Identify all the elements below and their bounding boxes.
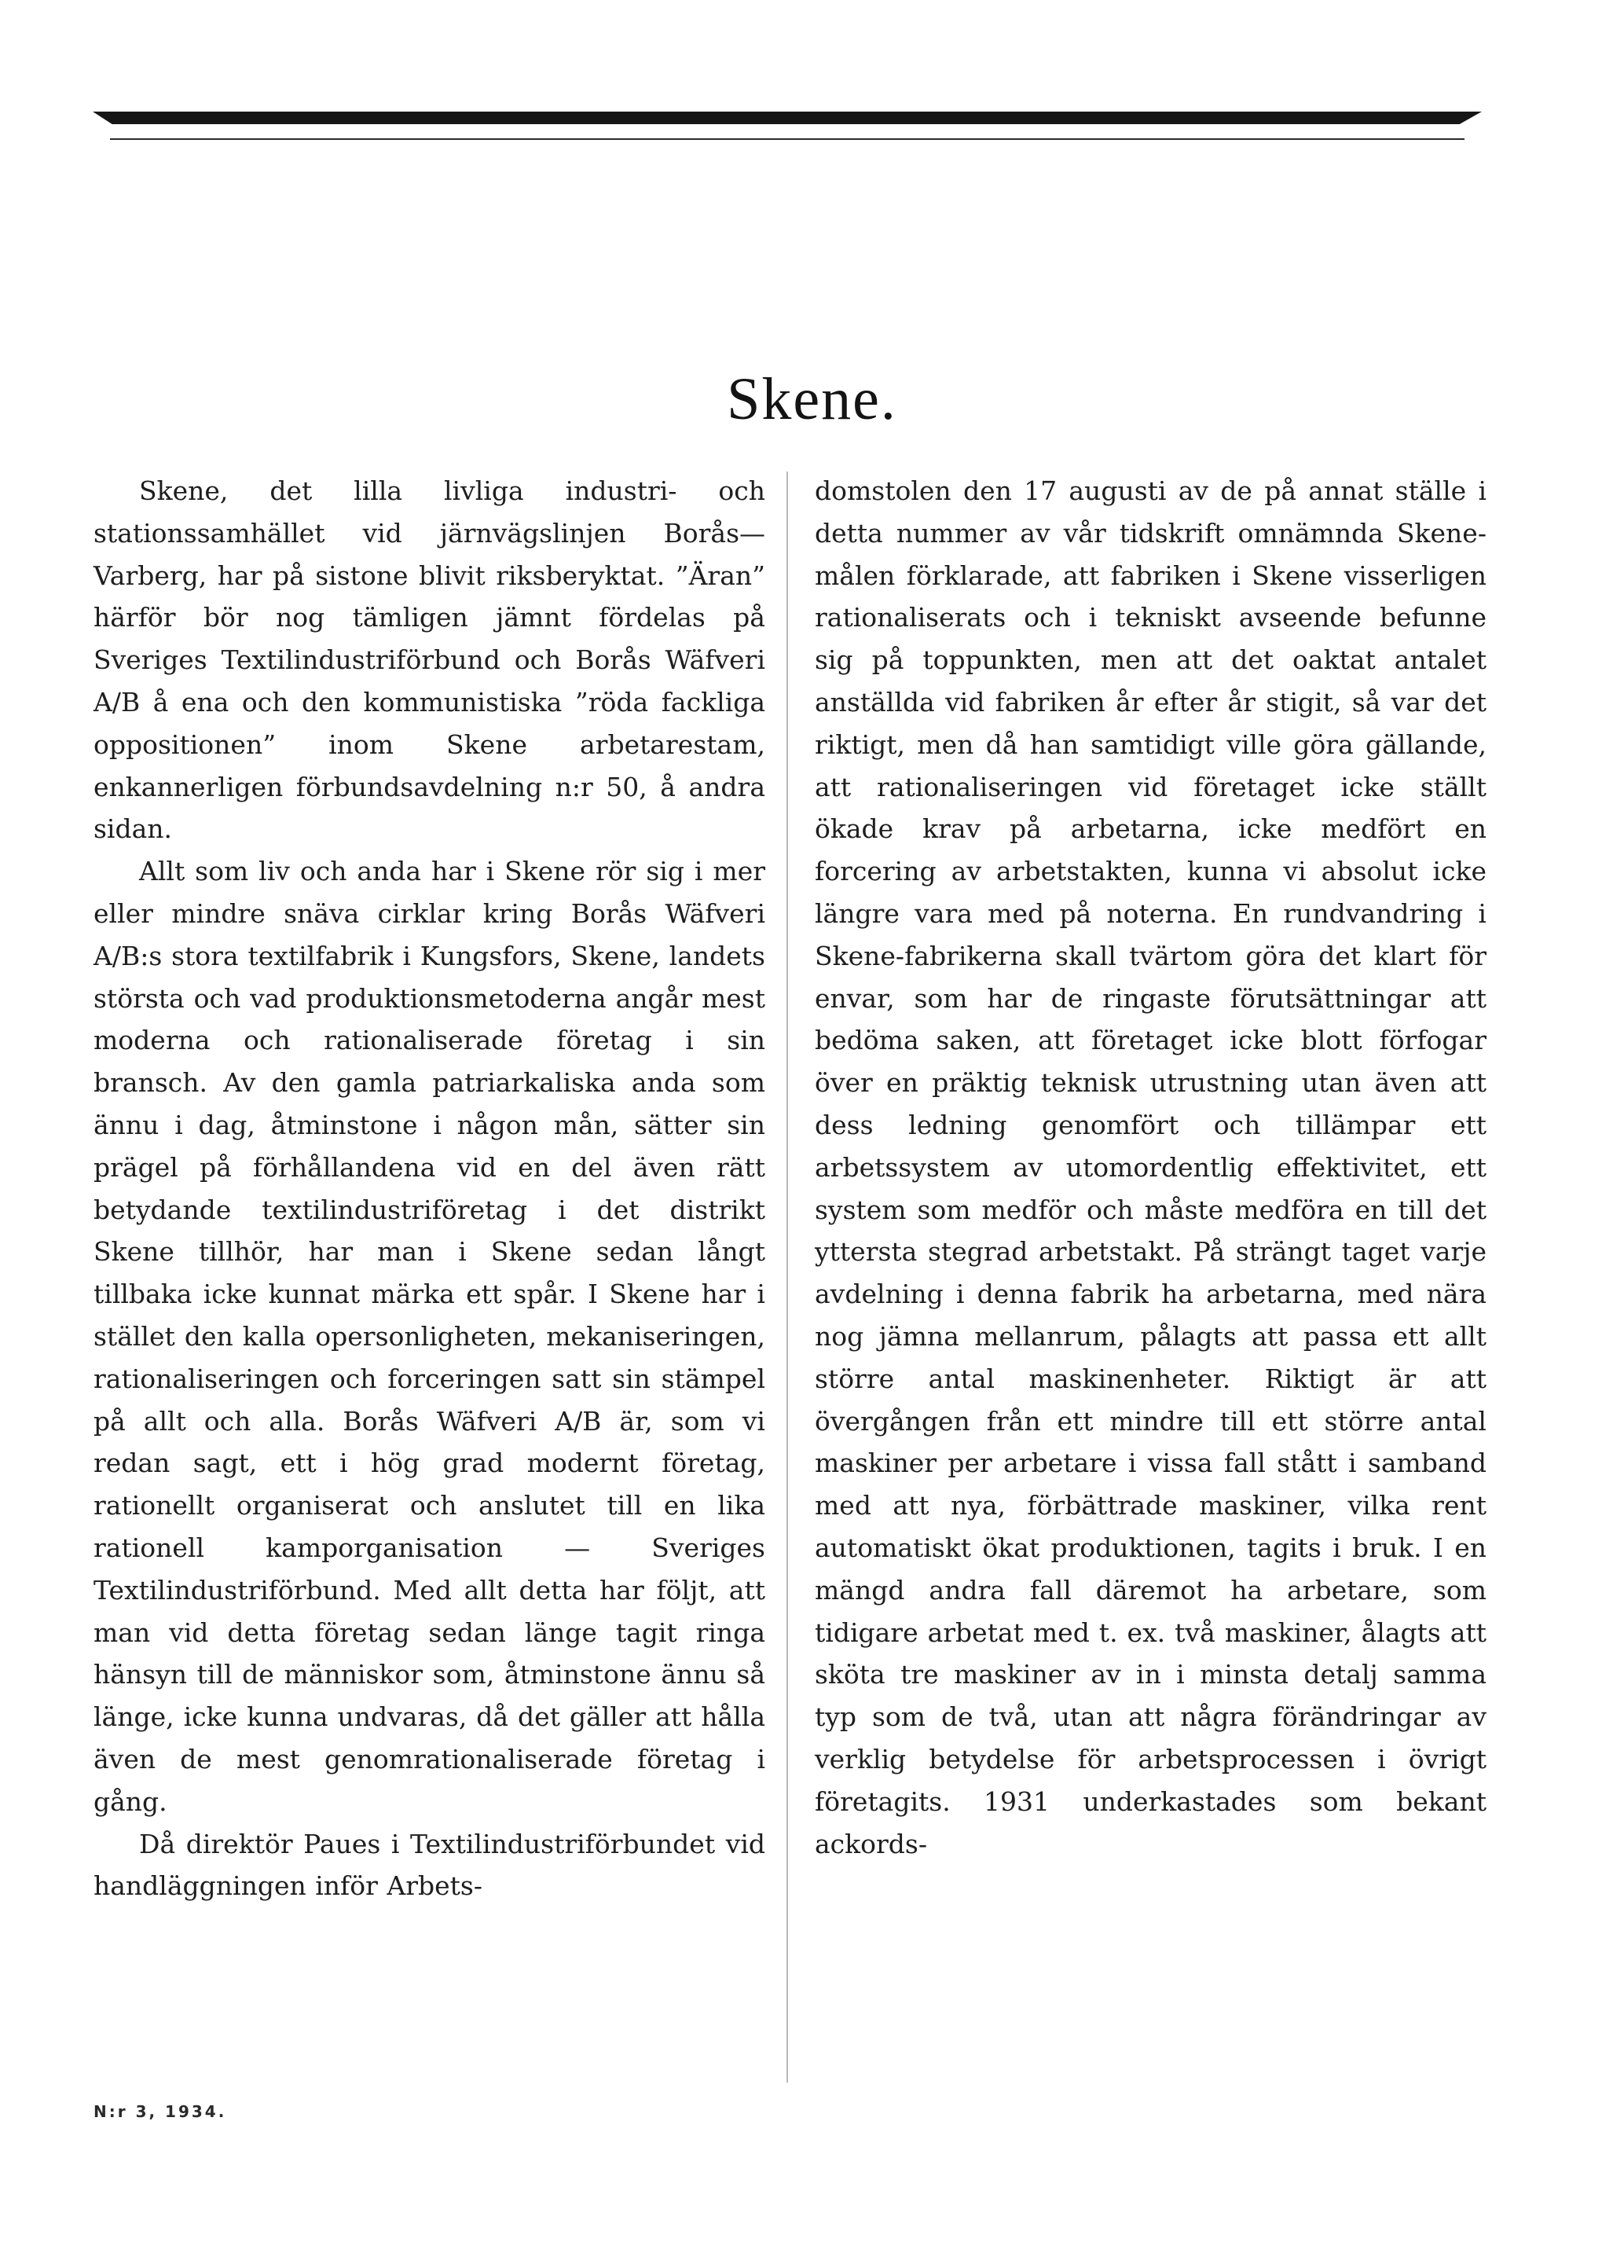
left-paragraph-1: Skene, det lilla livliga industri- och stationssamhället vid järnvägslinjen Borås—Varberg, har på sistone blivit riksberyktat. ”Äran” härför bör nog tämligen jämnt fördelas på Sveriges Textilindustriförbund och Borås Wäfveri A/B å ena och den kommunistiska ”röda fackliga oppositionen” inom Skene arbetarestam, enkannerligen förbundsavdelning n:r 50, å andra sidan. (93, 475, 765, 845)
header-rule-thin (110, 138, 1465, 140)
left-paragraph-3: Då direktör Paues i Textilindustriförbundet vid handläggningen inför Arbets- (93, 1828, 765, 1902)
left-paragraph-2: Allt som liv och anda har i Skene rör sig i mer eller mindre snäva cirklar kring Borås Wäfveri A/B:s stora textilfabrik i Kungsfors, Skene, landets största och vad produktionsmetoderna angår mest moderna och rationaliserade företag i sin bransch. Av den gamla patriarkaliska anda som ännu i dag, åtminstone i någon mån, sätter sin prägel på förhållandena vid en del även rätt betydande textilindustriföretag i det distrikt Skene tillhör, har man i Skene sedan långt tillbaka icke kunnat märka ett spår. I Skene har i stället den kalla opersonligheten, mekaniseringen, rationaliseringen och forceringen satt sin stämpel på allt och alla. Borås Wäfveri A/B är, som vi redan sagt, ett i hög grad modernt företag, rationellt organiserat och anslutet till en lika rationell kamporganisation — Sveriges Textilindustriförbund. Med allt detta har följt, att man vid detta företag sedan länge tagit ringa hänsyn till de människor som, åtminstone ännu så länge, icke kunna undvaras, då det gäller att hålla även de mest genomrationaliserade företag i gång. (93, 856, 765, 1817)
issue-footer: N:r 3, 1934. (93, 2102, 227, 2121)
header-rule-thick (93, 112, 1482, 124)
right-paragraph-1: domstolen den 17 augusti av de på annat ställe i detta nummer av vår tidskrift omnämnda Skene-målen förklarade, att fabriken i Skene visserligen rationaliserats och i tekniskt avseende befunne sig på toppunkten, men att det oaktat antalet anställda vid fabriken år efter år stigit, så var det riktigt, men då han samtidigt ville göra gällande, att rationaliseringen vid företaget icke ställt ökade krav på arbetarna, icke medfört en forcering av arbetstakten, kunna vi absolut icke längre vara med på noterna. En rundvandring i Skene-fabrikerna skall tvärtom göra det klart för envar, som har de ringaste förutsättningar att bedöma saken, att företaget icke blott förfogar över en präktig teknisk utrustning utan även att dess ledning genomfört och tillämpar ett arbetssystem av utomordentlig effektivitet, ett system som medför och måste medföra en till det yttersta stegrad arbetstakt. På strängt taget varje avdelning i denna fabrik ha arbetarna, med nära nog jämna mellanrum, pålagts att passa ett allt större antal maskinenheter. Riktigt är att övergången från ett mindre till ett större antal maskiner per arbetare i vissa fall stått i samband med att nya, förbättrade maskiner, vilka rent automatiskt ökat produktionen, tagits i bruk. I en mängd andra fall däremot ha arbetare, som tidigare arbetat med t. ex. två maskiner, ålagts att sköta tre maskiner av in i minsta detalj samma typ som de två, utan att några förändringar av verklig betydelse för arbetsprocessen i övrigt företagits. 1931 underkastades som bekant ackords- (815, 475, 1487, 1859)
right-column (815, 470, 1487, 1865)
left-column (93, 470, 765, 1907)
article-title: Skene. (727, 366, 897, 432)
column-divider (786, 472, 788, 2083)
